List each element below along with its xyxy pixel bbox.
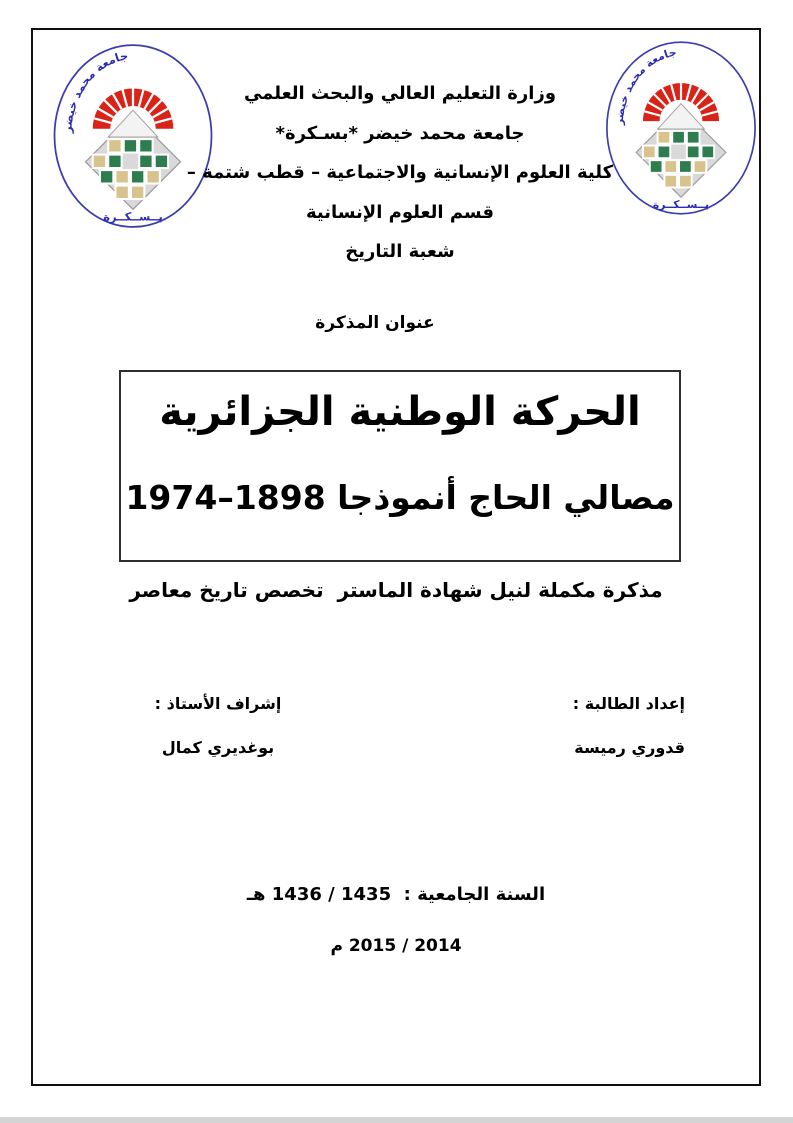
faculty-line: كلية العلوم الإنسانية والاجتماعية – قطب شتمة – xyxy=(186,162,614,183)
logo-city-text: بــســكــرة xyxy=(103,209,163,224)
institution-header xyxy=(178,74,622,272)
academic-year-hijri: السنة الجامعية : 1435 / 1436 هـ xyxy=(246,884,546,905)
logo-arc-text: جامعة محمد خيضر xyxy=(60,48,130,134)
degree-note: مذكرة مكملة لنيل شهادة الماستر تخصص تاريخ معاصر xyxy=(129,578,663,602)
student-label: إعداد الطالبة : xyxy=(572,694,685,713)
supervisor-credit-block xyxy=(153,692,283,760)
student-credit-block xyxy=(573,692,685,760)
memo-title-label: عنوان المذكرة xyxy=(315,313,435,333)
thesis-title-box xyxy=(119,370,681,562)
viewer-bottom-strip xyxy=(0,1117,793,1123)
thesis-title-main: الحركة الوطنية الجزائرية xyxy=(159,389,641,435)
university-logo-right xyxy=(603,36,759,220)
ministry-line: وزارة التعليم العالي والبحث العلمي xyxy=(243,83,557,104)
supervisor-label: إشراف الأستاذ : xyxy=(154,694,282,713)
thesis-title-sub: مصالي الحاج أنموذجا 1898–1974 xyxy=(125,478,675,517)
university-line: جامعة محمد خيضر *بسـكرة* xyxy=(275,122,525,144)
department-line: قسم العلوم الإنسانية xyxy=(305,201,495,223)
supervisor-name: بوغديري كمال xyxy=(161,738,275,757)
branch-line: شعبة التاريخ xyxy=(345,241,455,262)
student-name: قدوري رميسة xyxy=(574,738,685,757)
academic-year-gregorian: 2014 / 2015 م xyxy=(330,936,462,956)
